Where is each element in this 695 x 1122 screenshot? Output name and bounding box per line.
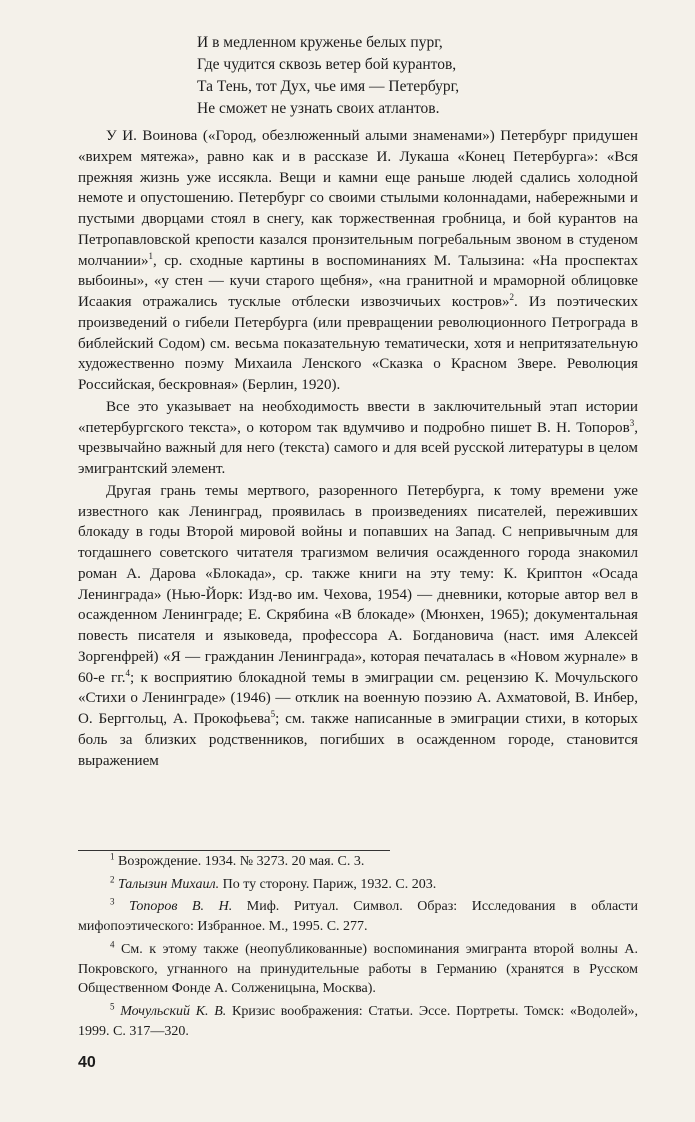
paragraph-3 bbox=[78, 481, 638, 772]
footnote-3 bbox=[78, 897, 638, 936]
footnote-4 bbox=[78, 940, 638, 999]
footnote-5 bbox=[78, 1002, 638, 1041]
page-number: 40 bbox=[78, 1054, 96, 1071]
text-span: Все это указывает на необходимость ввести в заключительный этап истории «петербургского текста», о котором так вдумчиво и подробно пишет В. Н. Топоров bbox=[78, 398, 638, 436]
footnote-text: Кризис воображения: Статьи. Эссе. Портреты. Томск: «Водолей», 1999. С. 317—320. bbox=[78, 1003, 638, 1039]
text-span: . Из поэтических произведений о гибели Петербурга (или превращении революционного Петрограда в библейский Содом) см. весьма показательную тематически, хотя и непритязательную художественно поэму Михаила Ленского «Сказка о Красном Звере. Революция Российская, бескровная» (Берлин, 1920). bbox=[78, 294, 639, 393]
footnote-number: 1 bbox=[110, 851, 115, 862]
text-span: ; к восприятию блокадной темы в эмиграции см. рецензию К. Мочульского «Стихи о Ленинграде» (1946) — отклик на военную поэзию А. Ахматовой, В. Инбер, О. Берггольц, А. Прокофьева bbox=[78, 669, 639, 727]
footnote-divider bbox=[78, 850, 390, 851]
footnote-ref: 1 bbox=[148, 250, 154, 261]
footnote-text: Возрождение. 1934. № 3273. 20 мая. С. 3. bbox=[118, 854, 365, 869]
main-text bbox=[78, 126, 638, 772]
text-span: Другая грань темы мертвого, разоренного Петербурга, к тому времени уже известного как Ленинград, проявилась в произведениях писателей, переживших блокаду в годы Второй мировой войны и попавших на Запад. С непривычным для тогдашнего советского читателя трагизмом величия осажденного города знакомил роман А. Дарова «Блокада», ср. также книги на эту тему: К. Криптон «Осада Ленинграда» (Нью-Йорк: Изд-во им. Чехова, 1954) — дневники, которые автор вел в осажденном Ленинграде; Е. Скрябина «В блокаде» (Мюнхен, 1965); документальная повесть писателя и языковеда, профессора А. Богдановича (наст. имя Алексей Зоргенфрей) «Я — гражданин Ленинграда», которая печаталась в «Новом журнале» в 60-е гг. bbox=[78, 482, 638, 686]
footnote-author: Мочульский К. В. bbox=[120, 1003, 227, 1019]
footnote-1 bbox=[78, 852, 638, 872]
footnote-number: 4 bbox=[110, 939, 115, 950]
footnote-2 bbox=[78, 875, 638, 895]
footnote-number: 5 bbox=[110, 1001, 115, 1012]
text-span: У И. Воинова («Город, обезлюженный алыми знаменами») Петербург придушен «вихрем мятежа», равно как и в рассказе И. Лукаша «Конец Петербурга»: «Вся прежняя жизнь уже иссякла. Вещи и камни еще раньше людей сдались холодной немоте и опустошению. Петербург со своими стылыми колоннадами, набережными и пустыми дворцами стоял в снегу, как торжественная гробница, и бой курантов на Петропавловской крепости казался пронзительным погребальным звоном в студеном молчании» bbox=[78, 128, 638, 269]
poem-line: Не сможет не узнать своих атлантов. bbox=[197, 100, 440, 117]
footnote-author: Талызин Михаил. bbox=[118, 876, 220, 892]
poem-epigraph bbox=[197, 32, 617, 120]
text-span: ; см. также написанные в эмиграции стихи, в которых боль за близких родственников, погибших в осажденном городе, становится выражением bbox=[78, 711, 638, 769]
footnote-ref: 5 bbox=[270, 708, 276, 719]
paragraph-2 bbox=[78, 397, 638, 480]
footnote-number: 3 bbox=[110, 896, 115, 907]
footnote-ref: 2 bbox=[509, 291, 515, 302]
poem-line: Где чудится сквозь ветер бой курантов, bbox=[197, 56, 457, 73]
poem-line: Та Тень, тот Дух, чье имя — Петербург, bbox=[197, 78, 460, 95]
footnote-number: 2 bbox=[110, 874, 115, 885]
footnote-author: Топоров В. Н. bbox=[129, 899, 233, 915]
poem-line: И в медленном круженье белых пург, bbox=[197, 34, 443, 51]
footnote-ref: 3 bbox=[629, 417, 635, 428]
footnote-text: Миф. Ритуал. Символ. Образ: Исследования в области мифопоэтического: Избранное. М., 1995. С. 277. bbox=[78, 899, 638, 935]
footnotes bbox=[78, 852, 638, 1044]
footnote-text: См. к этому также (неопубликованные) воспоминания эмигранта второй волны А. Покровского, угнанного на принудительные работы в Германию (хранятся в Русском Общественном Фонде А. Солженицына, Москва). bbox=[78, 941, 639, 997]
footnote-ref: 4 bbox=[125, 667, 131, 678]
text-span: , ср. сходные картины в воспоминаниях М. Талызина: «На проспектах выбоины», «у стен — кучи старого щебня», «на гранитной и мраморной облицовке Исаакия отражались тусклые отблески извозчичьих костров» bbox=[78, 252, 638, 310]
footnote-text: По ту сторону. Париж, 1932. С. 203. bbox=[222, 876, 437, 892]
text-span: , чрезвычайно важный для него (текста) самого и для всей русской литературы в целом эмигрантский элемент. bbox=[78, 419, 638, 477]
paragraph-1 bbox=[78, 126, 638, 396]
